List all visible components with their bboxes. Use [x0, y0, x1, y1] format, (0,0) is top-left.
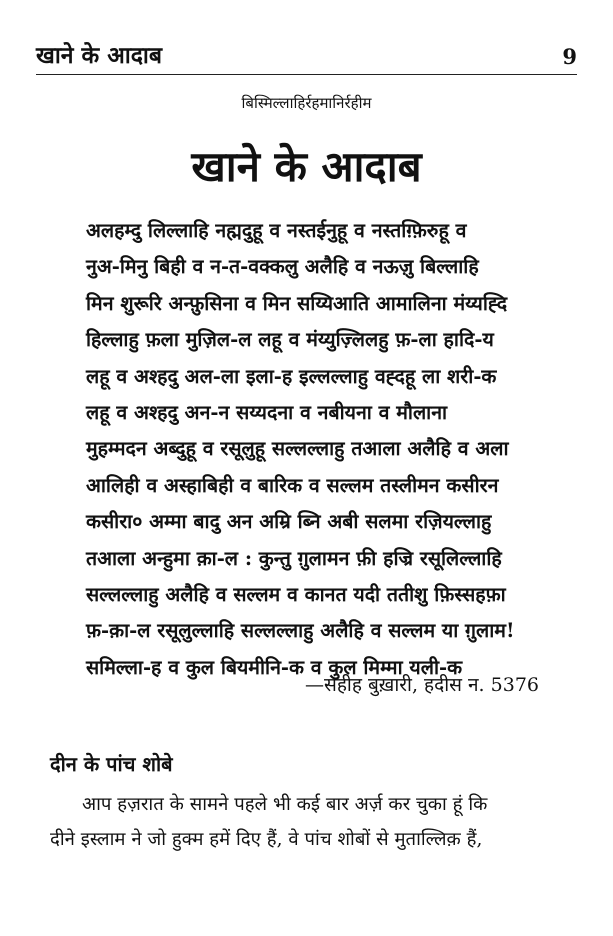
dua-line: सल्लल्लाहु अलैहि व सल्लम व कानत यदी ततीशु फ़िस्सहफ़ा: [86, 582, 506, 606]
dua-line: कसीरा० अम्मा बादु अन अम्रि ब्नि अबी सलमा रज़ियल्लाहु: [86, 510, 492, 534]
page-number: 9: [562, 44, 577, 69]
dua-line: अलहम्दु लिल्लाहि नह्मदुहू व नस्तईनुहू व नस्तग़्फ़िरुहू व: [86, 219, 467, 242]
section-heading: दीन के पांच शोबे: [50, 752, 173, 776]
bismillah: बिस्मिल्लाहिर्रहमानिर्रहीम: [241, 94, 372, 112]
dua-line: मिन शुरूरि अन्फ़ुसिना व मिन सय्यिआति आमालिना मंय्यह्दि: [86, 291, 508, 315]
dua-line: हिल्लाहु फ़ला मुज़िल-ल लहू व मंय्युज़्लिलहु फ़-ला हादि-य: [86, 328, 494, 352]
dua-line: लहू व अश्हदु अल-ला इला-ह इल्लल्लाहु वह्दहू ला शरी-क: [86, 364, 497, 388]
dua-line: समिल्ला-ह व कुल बियमीनि-क व कुल मिम्मा यली-क: [86, 655, 463, 679]
paragraph-line: दीने इस्लाम ने जो हुक्म हमें दिए हैं, वे पांच शोबों से मुताल्लिक़ हैं,: [50, 829, 483, 850]
section-paragraph: [50, 787, 569, 857]
dua-text: [86, 213, 569, 686]
page-title: खाने के आदाब: [191, 142, 422, 191]
paragraph-line: आप हज़रात के सामने पहले भी कई बार अर्ज़ कर चुका हूं कि: [82, 794, 488, 815]
page-header: [36, 36, 577, 75]
dua-line: फ़-क़ा-ल रसूलुल्लाहि सल्लल्लाहु अलैहि व सल्लम या ग़ुलाम!: [86, 619, 515, 643]
dua-line: नुअ-मिनु बिही व न-त-वक्कलु अलैहि व नऊज़ु बिल्लाहि: [86, 255, 479, 279]
dua-line: मुहम्मदन अब्दुहू व रसूलुहू सल्लल्लाहु तआला अलैहि व अला: [86, 437, 509, 461]
dua-line: तआला अन्हुमा क़ा-ल : कुन्तु ग़ुलामन फ़ी हज्रि रसूलिल्लाहि: [86, 546, 502, 570]
hadith-citation: —सहीह बुख़ारी, हदीस न. 5376: [304, 674, 539, 696]
dua-line: आलिही व अस्हाबिही व बारिक व सल्लम तस्लीमन कसीरन: [86, 473, 499, 497]
dua-line: लहू व अश्हदु अन-न सय्यदना व नबीयना व मौलाना: [86, 400, 448, 424]
running-head: खाने के आदाब: [36, 42, 163, 69]
